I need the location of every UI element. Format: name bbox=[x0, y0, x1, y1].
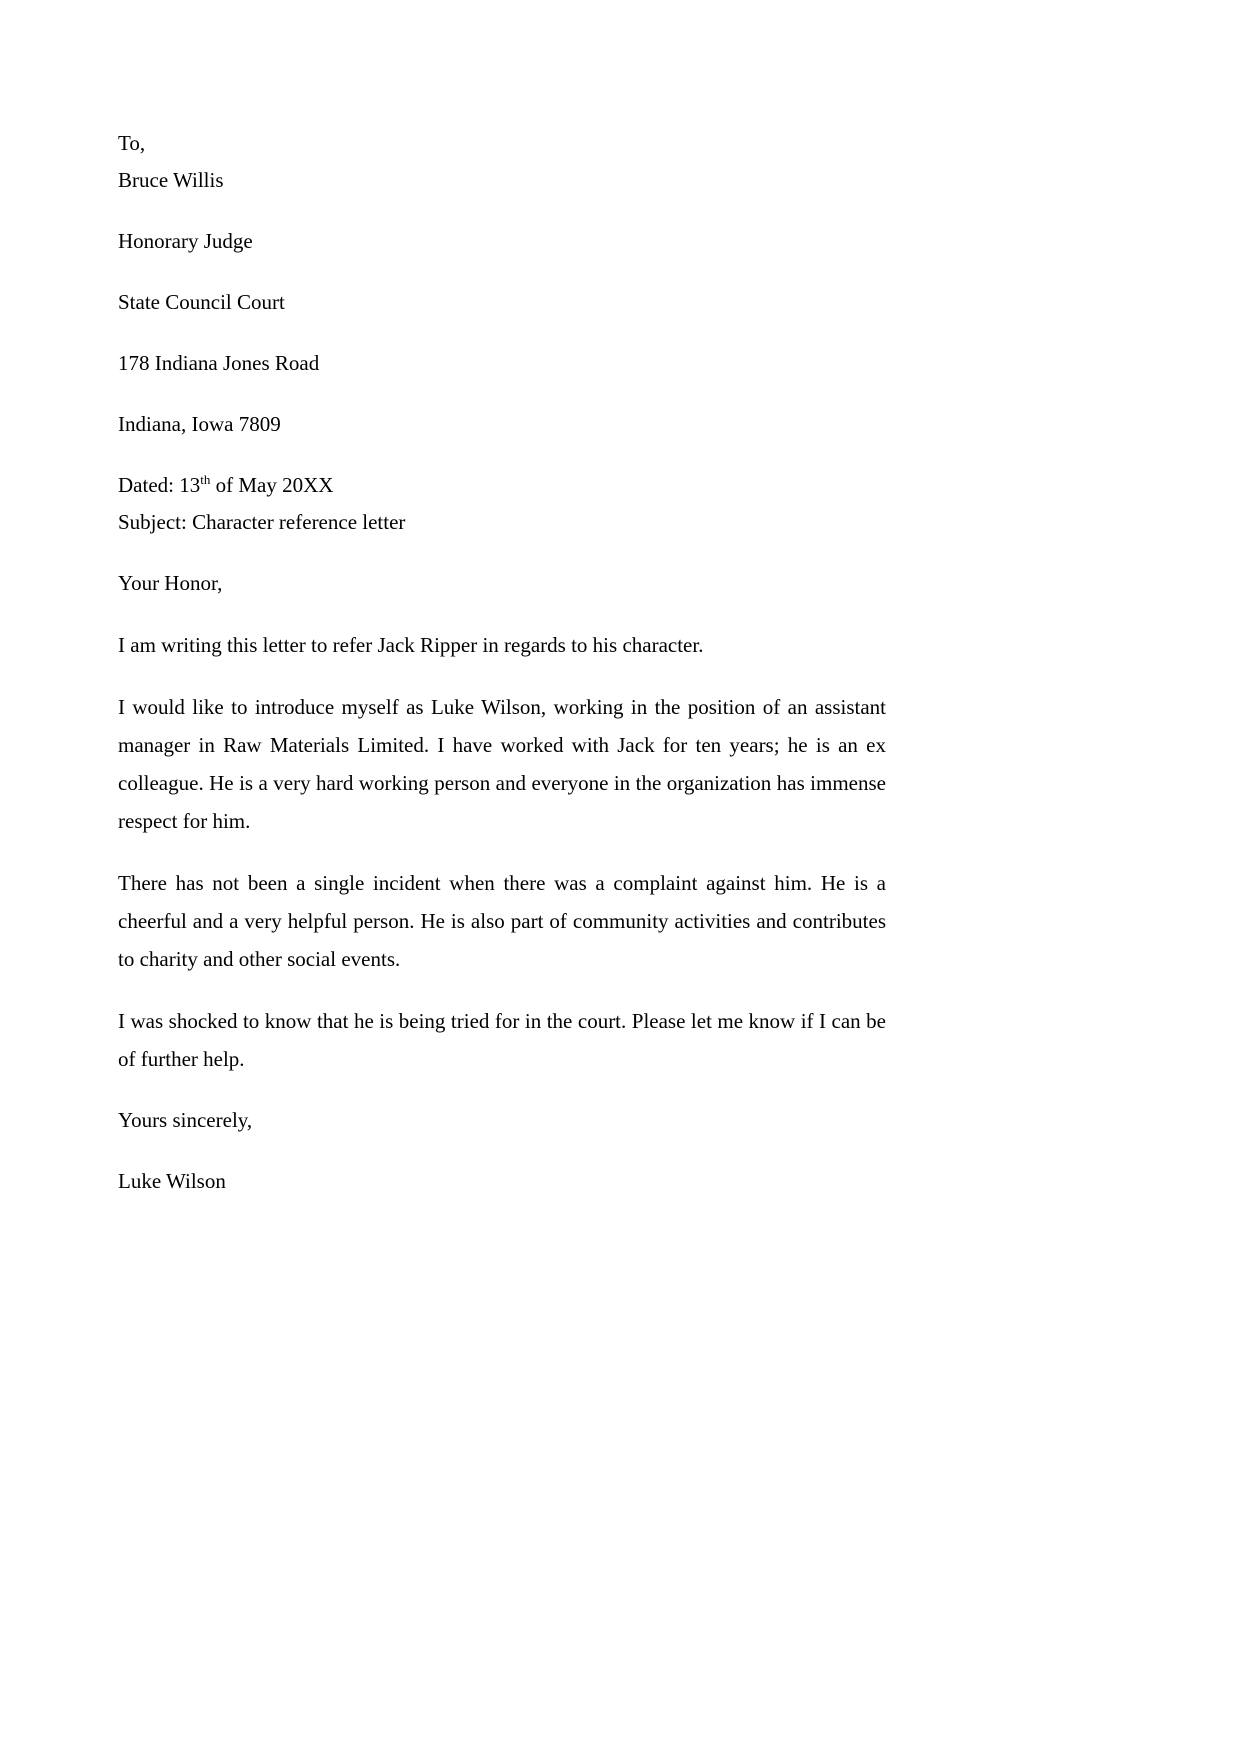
subject-line: Subject: Character reference letter bbox=[118, 510, 406, 534]
date-rest: of May 20XX bbox=[210, 473, 334, 497]
body-paragraph: I am writing this letter to refer Jack Ripper in regards to his character. bbox=[118, 633, 704, 657]
recipient-name: Bruce Willis bbox=[118, 168, 224, 192]
closing: Yours sincerely, bbox=[118, 1108, 253, 1132]
body-paragraph: I would like to introduce myself as Luke Wilson, working in the position of an assistant manager in Raw Materials Limited. I have worked with Jack for ten years; he is an ex colleague. He is a very hard working person and everyone in the organization has immense respect for him. bbox=[118, 695, 886, 833]
body-paragraph: There has not been a single incident when there was a complaint against him. He is a cheerful and a very helpful person. He is also part of community activities and contributes to charity and other social events. bbox=[118, 871, 886, 971]
date-prefix: Dated: 13 bbox=[118, 473, 201, 497]
letter-date bbox=[118, 467, 886, 504]
recipient-organization: State Council Court bbox=[118, 290, 285, 314]
salutation-to: To, bbox=[118, 131, 146, 155]
greeting: Your Honor, bbox=[118, 571, 223, 595]
signature-name: Luke Wilson bbox=[118, 1169, 226, 1193]
recipient-title: Honorary Judge bbox=[118, 229, 253, 253]
body-paragraph: I was shocked to know that he is being tried for in the court. Please let me know if I can be of further help. bbox=[118, 1009, 886, 1071]
address-line-2: Indiana, Iowa 7809 bbox=[118, 412, 281, 436]
letter-body bbox=[118, 125, 886, 1200]
address-line-1: 178 Indiana Jones Road bbox=[118, 351, 320, 375]
date-ordinal-suffix: th bbox=[200, 472, 211, 487]
